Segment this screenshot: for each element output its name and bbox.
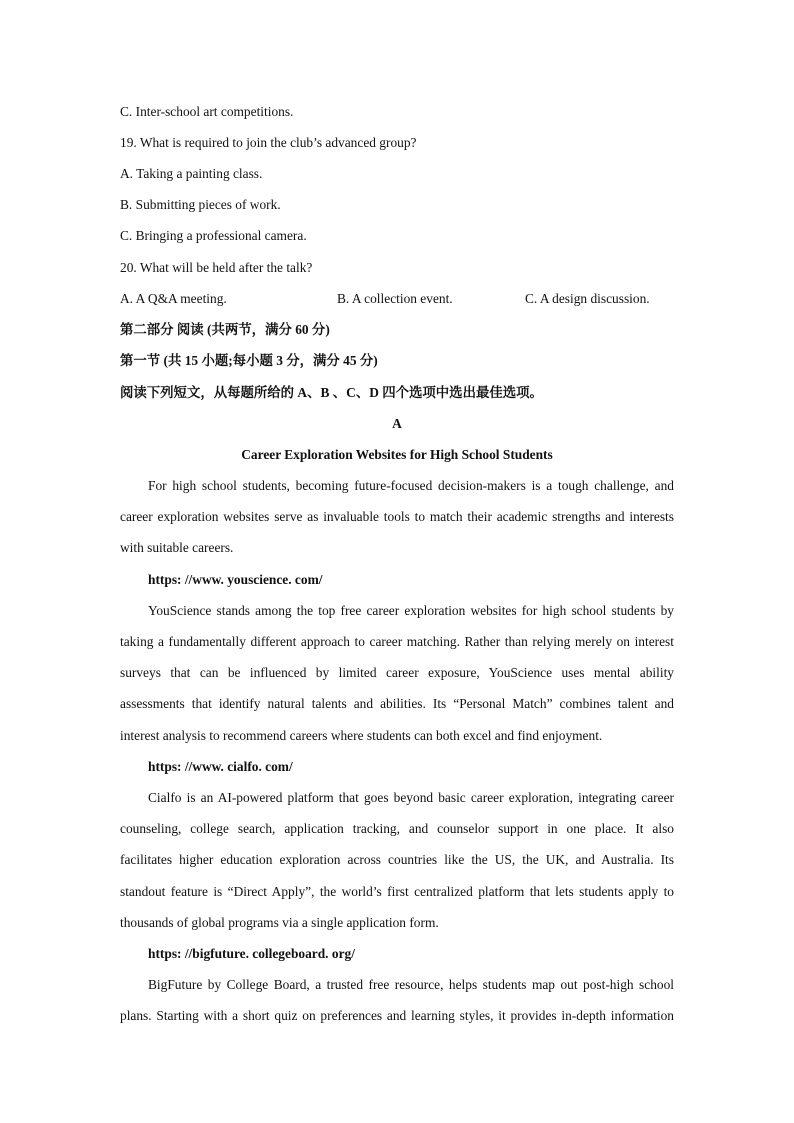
site3-line: plans. Starting with a short quiz on preferences and learning styles, it provides in-depth information	[120, 1008, 674, 1023]
intro-line: career exploration websites serve as invaluable tools to match their academic strengths and interests	[120, 509, 674, 524]
q19-option-a: A. Taking a painting class.	[120, 166, 263, 181]
q19-option-c: C. Bringing a professional camera.	[120, 228, 307, 243]
site2-line: standout feature is “Direct Apply”, the world’s first centralized platform that lets students apply to	[120, 884, 674, 899]
q19-option-b: B. Submitting pieces of work.	[120, 197, 281, 212]
site1-line: surveys that can be influenced by limited career exposure, YouScience uses mental ability	[120, 665, 674, 680]
intro-line: with suitable careers.	[120, 540, 234, 555]
site2-url: https: //www. cialfo. com/	[148, 759, 293, 774]
part-heading: 第二部分 阅读 (共两节，满分 60 分)	[120, 322, 330, 337]
reading-instruction: 阅读下列短文，从每题所给的 A、B 、C、D 四个选项中选出最佳选项。	[120, 385, 543, 400]
q20-option-a: A. A Q&A meeting.	[120, 291, 227, 306]
intro-line: For high school students, becoming future-focused decision-makers is a tough challenge, and	[148, 478, 674, 493]
q20-option-b: B. A collection event.	[337, 291, 453, 306]
passage-letter: A	[392, 416, 402, 431]
q20-option-c: C. A design discussion.	[525, 291, 650, 306]
site3-url: https: //bigfuture. collegeboard. org/	[148, 946, 355, 961]
site2-line: counseling, college search, application tracking, and counselor support in one place. It also	[120, 821, 674, 836]
site2-line: thousands of global programs via a single application form.	[120, 915, 439, 930]
site1-line: assessments that identify natural talents and abilities. Its “Personal Match” combines talent and	[120, 696, 674, 711]
q18-option-c: C. Inter-school art competitions.	[120, 104, 294, 119]
site2-line: facilitates higher education exploration across countries like the US, the UK, and Australia. Its	[120, 852, 674, 867]
q20-question: 20. What will be held after the talk?	[120, 260, 313, 275]
site2-line: Cialfo is an AI-powered platform that goes beyond basic career exploration, integrating career	[148, 790, 674, 805]
site3-line: BigFuture by College Board, a trusted free resource, helps students map out post-high school	[148, 977, 674, 992]
section-heading: 第一节 (共 15 小题;每小题 3 分，满分 45 分)	[120, 353, 378, 368]
site1-line: interest analysis to recommend careers where students can both excel and find enjoyment.	[120, 728, 603, 743]
site1-line: YouScience stands among the top free career exploration websites for high school students by	[148, 603, 674, 618]
site1-url: https: //www. youscience. com/	[148, 572, 323, 587]
q19-question: 19. What is required to join the club’s advanced group?	[120, 135, 417, 150]
site1-line: taking a fundamentally different approach to career matching. Rather than relying merely on interest	[120, 634, 674, 649]
passage-title: Career Exploration Websites for High School Students	[241, 447, 553, 462]
